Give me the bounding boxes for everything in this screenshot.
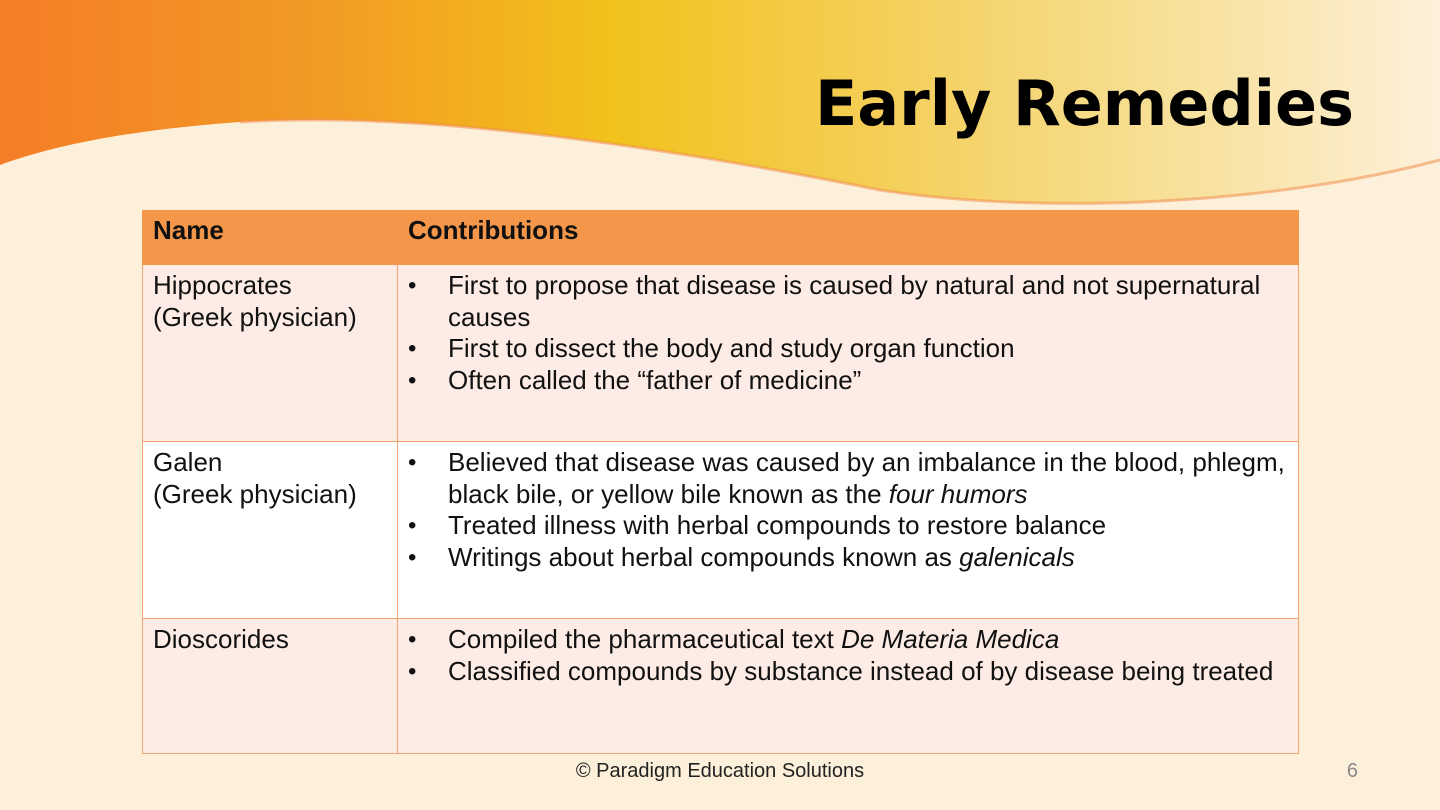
contributions-cell (398, 619, 1299, 754)
footer-copyright: © Paradigm Education Solutions (575, 760, 865, 782)
list-item: • First to propose that disease is caused by natural and not supernatural causes (408, 270, 1288, 333)
name-text: Galen (153, 447, 223, 477)
table-row (143, 265, 1299, 442)
name-text: Hippocrates (153, 270, 292, 300)
name-cell (143, 265, 398, 442)
contributions-list (408, 624, 1288, 687)
emphasis-term: De Materia Medica (841, 624, 1060, 654)
table-row (143, 442, 1299, 619)
name-subtitle: (Greek physician) (153, 301, 357, 332)
table-row (143, 619, 1299, 754)
contributions-cell (398, 265, 1299, 442)
remedies-table (142, 210, 1299, 754)
list-item: • First to dissect the body and study organ function (408, 333, 1288, 365)
name-cell (143, 619, 398, 754)
list-item: • Often called the “father of medicine” (408, 365, 1288, 397)
table-header-row (143, 211, 1299, 265)
header-name: Name (143, 211, 398, 265)
list-item: • Classified compounds by substance instead of by disease being treated (408, 656, 1288, 688)
contributions-list (408, 270, 1288, 396)
name-text: Dioscorides (153, 624, 289, 654)
emphasis-term: four humors (888, 478, 1028, 509)
list-item: • Compiled the pharmaceutical text De Materia Medica (408, 624, 1288, 656)
name-cell (143, 442, 398, 619)
contributions-cell (398, 442, 1299, 619)
name-subtitle: (Greek physician) (153, 478, 357, 509)
contributions-list (408, 447, 1288, 573)
list-item: • Believed that disease was caused by an imbalance in the blood, phlegm, black bile, or yellow bile known as the four humors (408, 447, 1288, 510)
list-item: • Treated illness with herbal compounds to restore balance (408, 510, 1288, 542)
header-contributions: Contributions (398, 211, 1299, 265)
page-number: 6 (1346, 760, 1358, 782)
emphasis-term: galenicals (959, 541, 1075, 572)
slide-title: Early Remedies (814, 67, 1354, 140)
list-item: • Writings about herbal compounds known as galenicals (408, 542, 1288, 574)
